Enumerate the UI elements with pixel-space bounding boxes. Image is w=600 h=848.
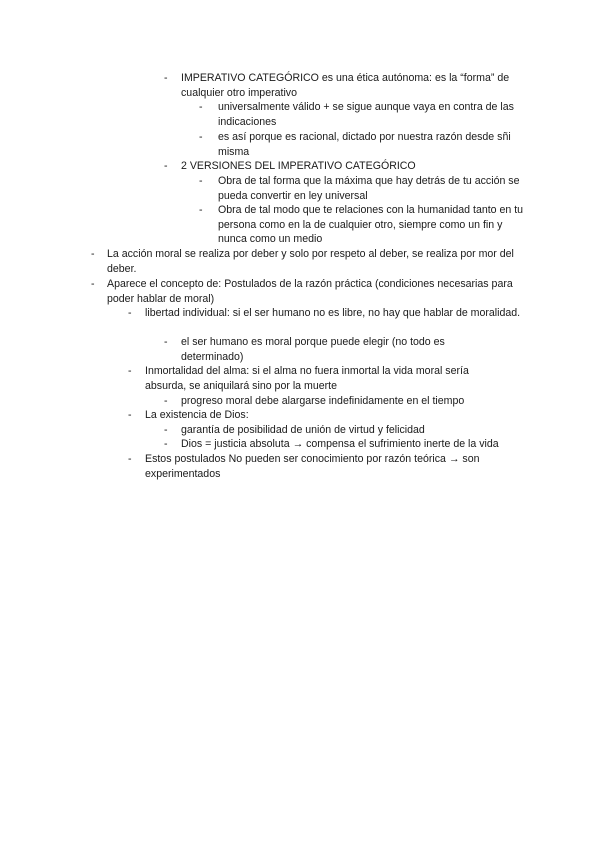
bullet-dash: - bbox=[164, 72, 168, 84]
bullet-dash: - bbox=[199, 175, 203, 187]
list-item-text: Inmortalidad del alma: si el alma no fuera inmortal la vida moral sería absurda, se aniquilará sino por la muerte bbox=[145, 365, 469, 392]
list-item-text: La existencia de Dios: bbox=[145, 409, 249, 421]
bullet-dash: - bbox=[91, 248, 95, 260]
list-item bbox=[128, 408, 528, 423]
bullet-dash: - bbox=[128, 409, 132, 421]
list-item-text: garantía de posibilidad de unión de virtud y felicidad bbox=[181, 424, 425, 436]
list-item bbox=[91, 277, 529, 306]
list-item-text: Obra de tal forma que la máxima que hay detrás de tu acción se pueda convertir en ley universal bbox=[218, 175, 520, 202]
bullet-dash: - bbox=[164, 336, 168, 348]
list-item-text: universalmente válido + se sigue aunque vaya en contra de las indicaciones bbox=[218, 101, 514, 128]
list-item bbox=[164, 159, 528, 174]
bullet-dash: - bbox=[164, 395, 168, 407]
list-item bbox=[128, 364, 508, 393]
list-item bbox=[164, 71, 528, 100]
bullet-dash: - bbox=[91, 278, 95, 290]
list-item bbox=[164, 437, 544, 452]
bullet-dash: - bbox=[128, 307, 132, 319]
list-item-text: IMPERATIVO CATEGÓRICO es una ética autónoma: es la “forma” de cualquier otro imperativo bbox=[181, 72, 510, 99]
bullet-dash: - bbox=[199, 101, 203, 113]
list-item bbox=[199, 130, 533, 159]
list-item bbox=[164, 423, 524, 438]
bullet-dash: - bbox=[164, 424, 168, 436]
bullet-dash: - bbox=[199, 204, 203, 216]
list-item-text: Dios = justicia absoluta → compensa el sufrimiento inerte de la vida bbox=[181, 438, 499, 450]
list-item-text: Aparece el concepto de: Postulados de la razón práctica (condiciones necesarias para poder hablar de moral) bbox=[107, 278, 513, 305]
list-item bbox=[199, 174, 533, 203]
list-item bbox=[164, 335, 499, 364]
list-item bbox=[164, 394, 524, 409]
bullet-dash: - bbox=[164, 438, 168, 450]
list-item-text: Obra de tal modo que te relaciones con la humanidad tanto en tu persona como en la de cualquier otro, siempre como un fin y nunca como un medio bbox=[218, 204, 524, 246]
list-item-text: libertad individual: si el ser humano no es libre, no hay que hablar de moralidad. bbox=[145, 307, 521, 319]
list-item-text: Estos postulados No pueden ser conocimiento por razón teórica → son experimentados bbox=[145, 453, 480, 480]
list-item bbox=[91, 247, 529, 276]
list-item bbox=[128, 306, 528, 321]
bullet-dash: - bbox=[128, 365, 132, 377]
bullet-dash: - bbox=[199, 131, 203, 143]
list-item bbox=[199, 100, 533, 129]
list-item bbox=[199, 203, 533, 247]
list-item bbox=[128, 452, 518, 481]
list-item-text: 2 VERSIONES DEL IMPERATIVO CATEGÓRICO bbox=[181, 160, 416, 172]
list-item-text: progreso moral debe alargarse indefinidamente en el tiempo bbox=[181, 395, 465, 407]
list-item-text: La acción moral se realiza por deber y solo por respeto al deber, se realiza por mor del deber. bbox=[107, 248, 514, 275]
bullet-dash: - bbox=[164, 160, 168, 172]
list-item-text: el ser humano es moral porque puede elegir (no todo es determinado) bbox=[181, 336, 445, 363]
bullet-dash: - bbox=[128, 453, 132, 465]
list-item-text: es así porque es racional, dictado por nuestra razón desde sñi misma bbox=[218, 131, 511, 158]
